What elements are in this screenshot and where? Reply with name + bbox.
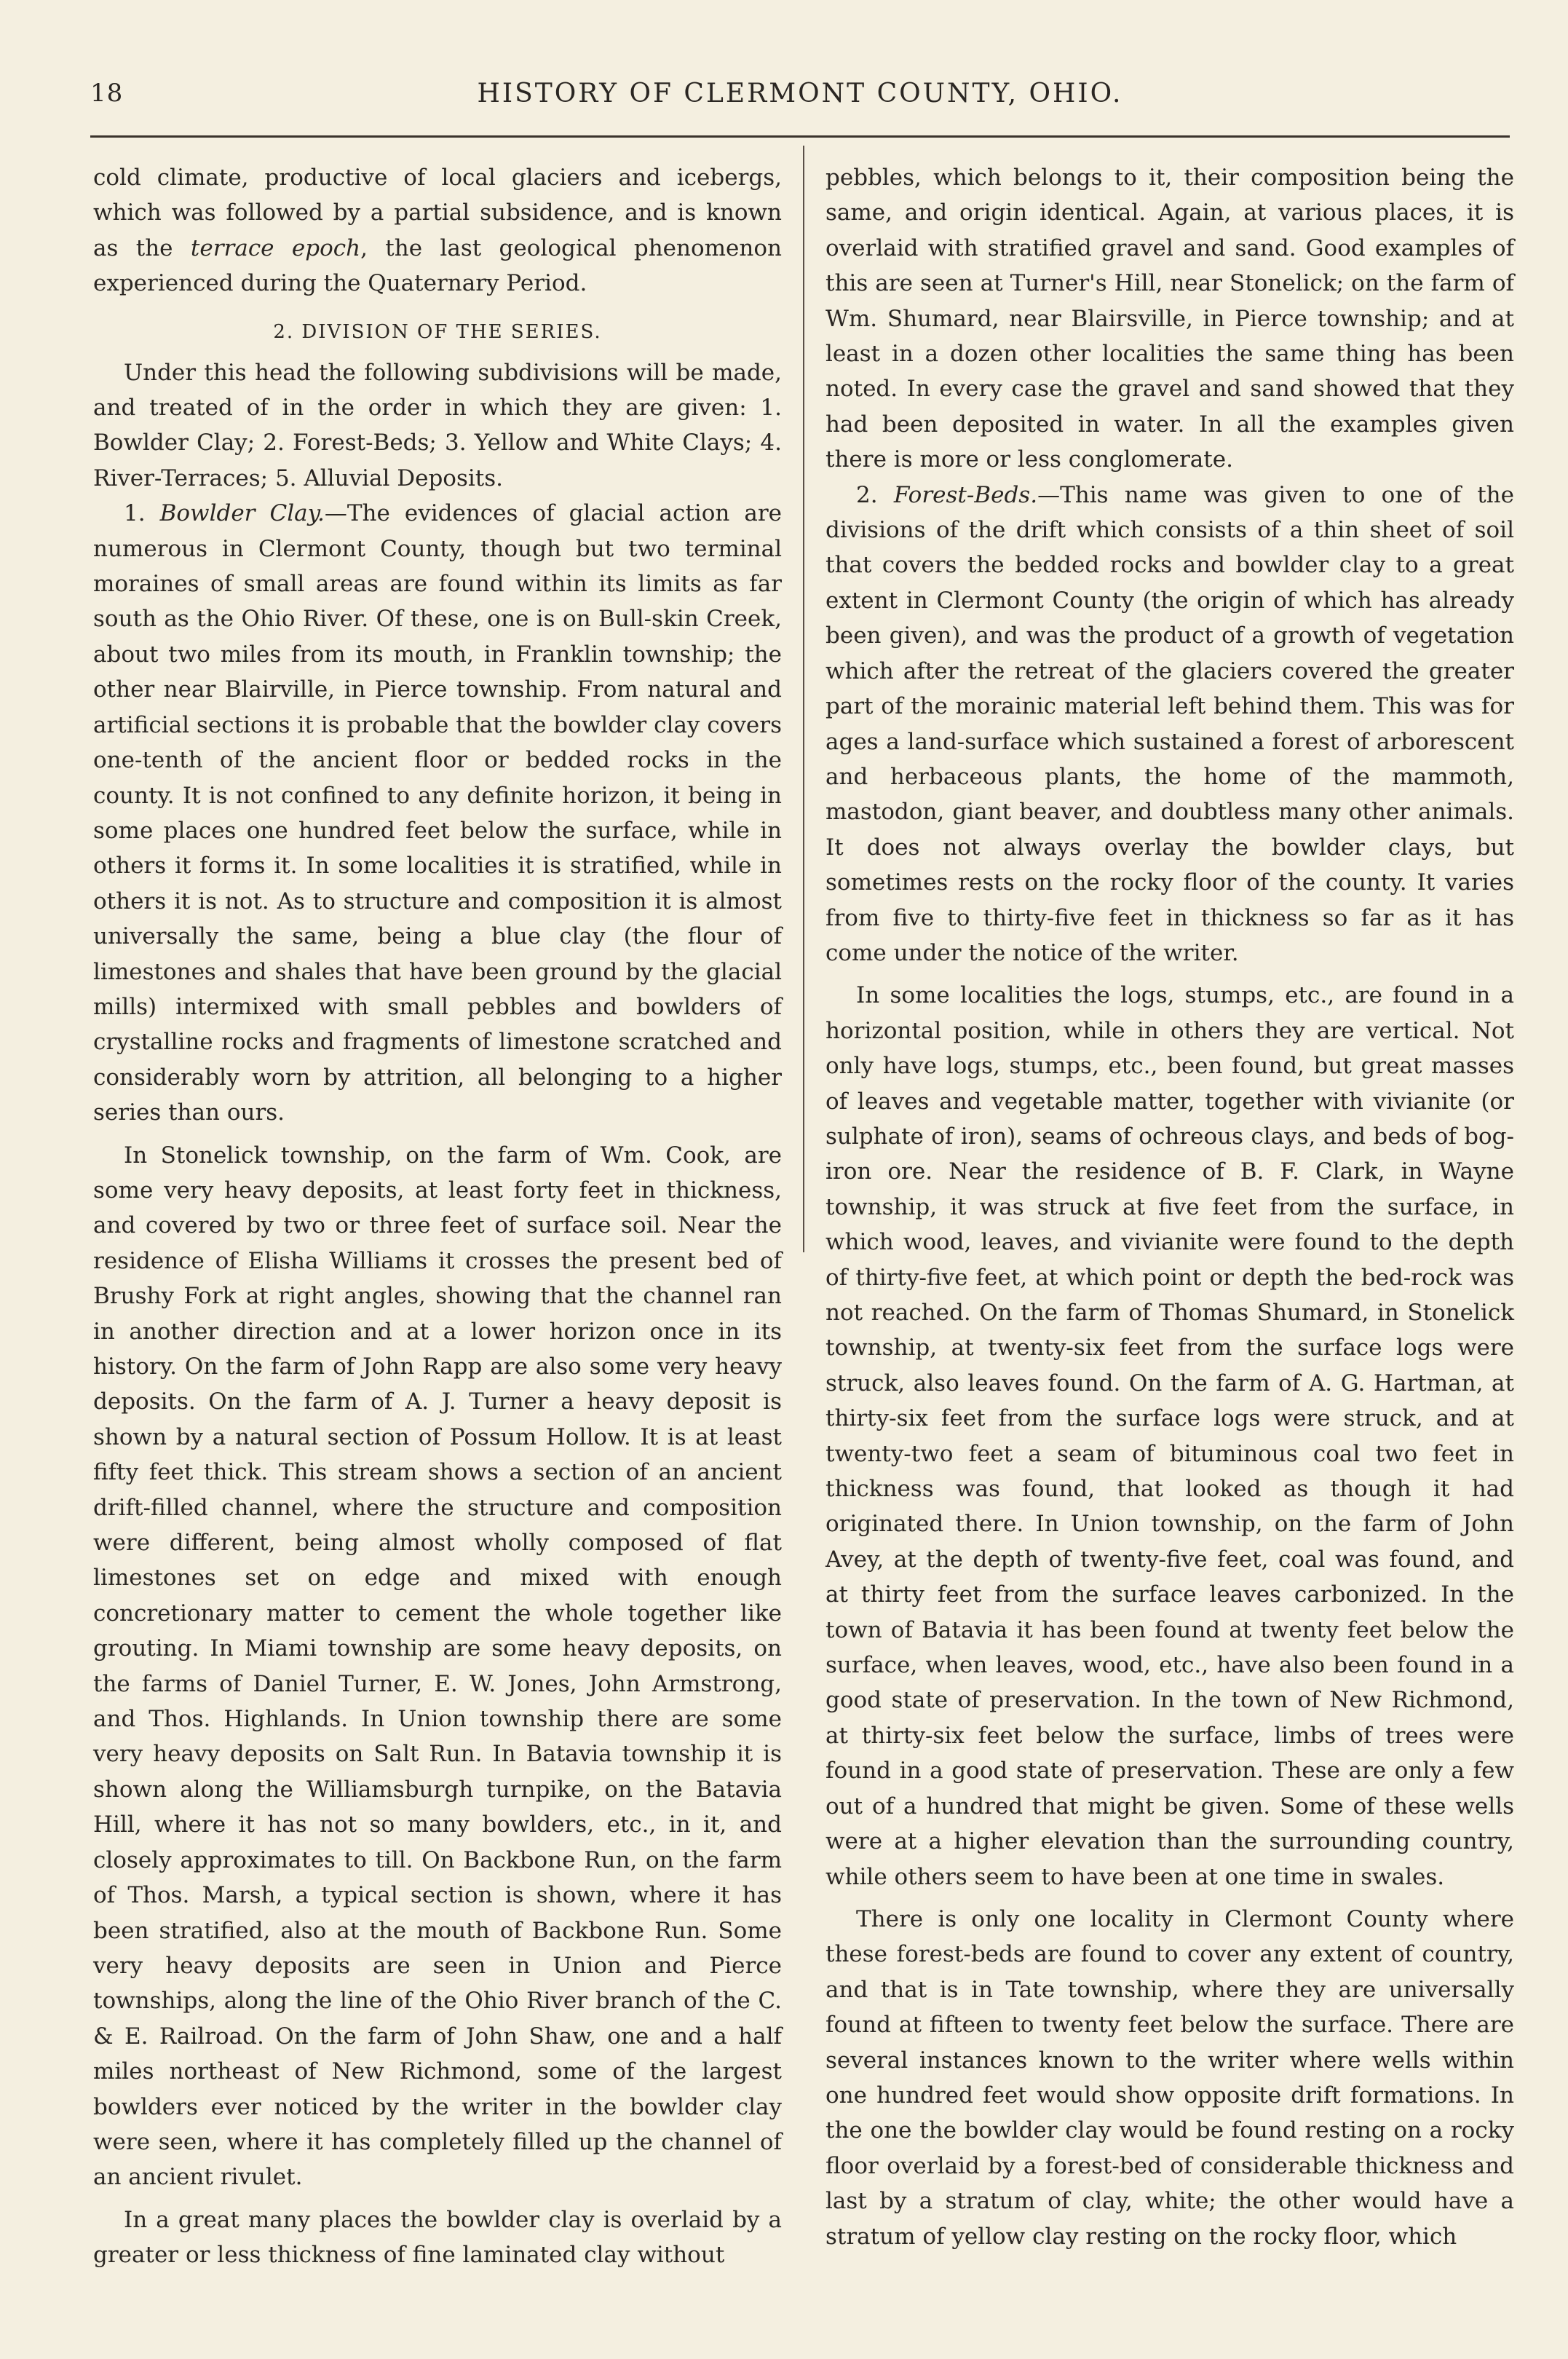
paragraph [825,478,1514,971]
list-number: 2. [856,481,894,508]
paragraph: In a great many places the bowlder clay is overlaid by a greater or less thickness of fine laminated clay without [93,2206,782,2269]
italic-term: Forest-Beds. [893,481,1038,508]
right-column [825,160,1514,2254]
paragraph: In some localities the logs, stumps, etc., are found in a horizontal position, while in others they are vertical. Not only have logs, stumps, etc., been found, but great masses of leaves and vegetable matter, together with vivianite (or sulphate of iron), seams of ochreous clays, and beds of bog-iron ore. Near the residence of B. F. Clark, in Wayne township, it was struck at five feet from the surface, in which wood, leaves, and vivianite were found to the depth of thirty-five feet, at which point or depth the bed-rock was not reached. On the farm of Thomas Shumard, in Stonelick township, at twenty-six feet from the surface logs were struck, also leaves found. On the farm of A. G. Hartman, at thirty-six feet from the surface logs were struck, and at twenty-two feet a seam of bituminous coal two feet in thickness was found, that looked as though it had originated there. In Union township, on the farm of John Avey, at the depth of twenty-five feet, coal was found, and at thirty feet from the surface leaves carbonized. In the town of Batavia it has been found at twenty feet below the surface, when leaves, wood, etc., have also been found in a good state of preservation. In the town of New Richmond, at thirty-six feet below the surface, limbs of trees were found in a good state of preservation. These are only a few out of a hundred that might be given. Some of these wells were at a higher elevation than the surrounding country, while others seem to have been at one time in swales. [825,982,1514,1890]
paragraph: pebbles, which belongs to it, their composition being the same, and origin identical. Again, at various places, it is overlaid with stratified gravel and sand. Good examples of this are seen at Turner's Hill, near Stonelick; on the farm of Wm. Shumard, near Blairsville, in Pierce township; and at least in a dozen other localities the same thing has been noted. In every case the gravel and sand showed that they had been deposited in water. In all the examples given there is more or less conglomerate. [825,165,1514,473]
paragraph-text: cold climate, productive of local glaciers and icebergs, which was followed by a partial subsidence, and is known as the [93,165,782,261]
paragraph: Under this head the following subdivisions will be made, and treated of in the order in which they are given: 1. Bowlder Clay; 2. Forest-Beds; 3. Yellow and White Clays; 4. River-Terraces; 5. Alluvial Deposits. [93,359,782,491]
paragraph: There is only one locality in Clermont County where these forest-beds are found to cover any extent of country, and that is in Tate township, where they are universally found at fifteen to twenty feet below the surface. There are several instances known to the writer where wells within one hundred feet would show opposite drift formations. In the one the bowlder clay would be found resting on a rocky floor overlaid by a forest-bed of considerable thickness and last by a stratum of clay, white; the other would have a stratum of yellow clay resting on the rocky floor, which [825,1905,1514,2250]
column-divider [803,146,804,1252]
italic-term: Bowlder Clay. [159,500,325,527]
list-number: 1. [124,500,160,527]
section-heading: 2. DIVISION OF THE SERIES. [273,320,602,343]
header-rule [90,135,1510,138]
paragraph-text: —This name was given to one of the divisions of the drift which consists of a thin sheet of soil that covers the bedded rocks and bowlder clay to a great extent in Clermont County (the origin of which has already been given), and was the product of a growth of vegetation which after the retreat of the glaciers covered the greater part of the morainic material left behind them. This was for ages a land-surface which sustained a forest of arborescent and herbaceous plants, the home of the mammoth, mastodon, giant beaver, and doubtless many other animals. It does not always overlay the bowlder clays, but sometimes rests on the rocky floor of the county. It varies from five to thirty-five feet in thickness so far as it has come under the notice of the writer. [825,481,1514,966]
paragraph-text: —The evidences of glacial action are numerous in Clermont County, though but two terminal moraines of small areas are found within its limits as far south as the Ohio River. Of these, one is on Bull-skin Creek, about two miles from its mouth, in Franklin township; the other near Blairville, in Pierce township. From natural and artificial sections it is probable that the bowlder clay covers one-tenth of the ancient floor or bedded rocks in the county. It is not confined to any definite horizon, it being in some places one hundred feet below the surface, while in others it forms it. In some localities it is stratified, while in others it is not. As to structure and composition it is almost universally the same, being a blue clay (the flour of limestones and shales that have been ground by the glacial mills) intermixed with small pebbles and bowlders of crystalline rocks and fragments of limestone scratched and considerably worn by attrition, all belonging to a higher series than ours. [93,500,782,1126]
left-column [93,160,782,2273]
italic-term: terrace epoch [190,234,361,261]
paragraph [93,160,782,301]
paragraph [93,496,782,1130]
page-number: 18 [90,79,124,108]
page-header [90,79,1510,122]
paragraph: In Stonelick township, on the farm of Wm. Cook, are some very heavy deposits, at least forty feet in thickness, and covered by two or three feet of surface soil. Near the residence of Elisha Williams it crosses the present bed of Brushy Fork at right angles, showing that the channel ran in another direction and at a lower horizon once in its history. On the farm of John Rapp are also some very heavy deposits. On the farm of A. J. Turner a heavy deposit is shown by a natural section of Possum Hollow. It is at least fifty feet thick. This stream shows a section of an ancient drift-filled channel, where the structure and composition were different, being almost wholly composed of flat limestones set on edge and mixed with enough concretionary matter to cement the whole together like grouting. In Miami township are some heavy deposits, on the farms of Daniel Turner, E. W. Jones, John Armstrong, and Thos. Highlands. In Union township there are some very heavy deposits on Salt Run. In Batavia township it is shown along the Williamsburgh turnpike, on the Batavia Hill, where it has not so many bowlders, etc., in it, and closely approximates to till. On Backbone Run, on the farm of Thos. Marsh, a typical section is shown, where it has been stratified, also at the mouth of Backbone Run. Some very heavy deposits are seen in Union and Pierce townships, along the line of the Ohio River branch of the C. & E. Railroad. On the farm of John Shaw, one and a half miles northeast of New Richmond, some of the largest bowlders ever noticed by the writer in the bowlder clay were seen, where it has completely filled up the channel of an ancient rivulet. [93,1142,782,2191]
running-title: HISTORY OF CLERMONT COUNTY, OHIO. [477,79,1123,108]
paragraph-text: , the last geological phenomenon experienced during the Quaternary Period. [93,234,782,297]
